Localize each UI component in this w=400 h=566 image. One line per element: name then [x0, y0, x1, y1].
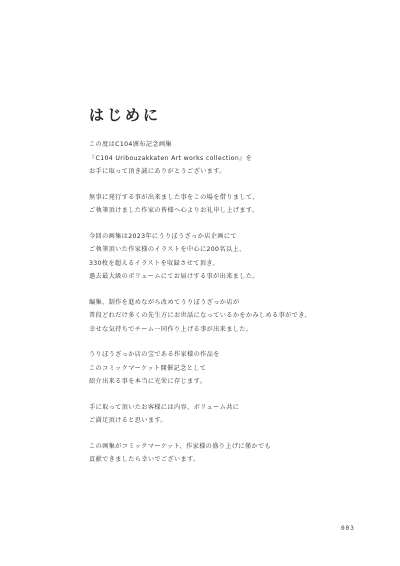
paragraph-1 [89, 138, 329, 179]
paragraph-7 [89, 440, 329, 467]
text-line: 『C104 Uribouzakkaten Art works collection』を [89, 154, 253, 162]
paragraph-4 [89, 296, 329, 337]
text-line: ご執筆頂いた作家様のイラストを中心に200名以上、 [89, 246, 246, 253]
text-line: 普段どれだけ多くの先生方にお世話になっているかをかみしめる事ができ、 [89, 312, 312, 319]
text-line: この度はC104頒布記念画集 [89, 141, 172, 148]
paragraph-5 [89, 348, 329, 389]
text-line: お手に取って頂き誠にありがとうございます。 [89, 168, 226, 175]
text-line: うりぼうざっか店の宝である作家様の作品を [89, 351, 220, 358]
paragraph-6 [89, 401, 329, 428]
text-line: 手に取って頂いたお客様には内容、ボリューム共に [89, 403, 240, 411]
text-line: 今回の画集は2023年にうりぼうざっか店企画にて [89, 232, 237, 240]
text-line: 幸せな気持ちでチーム一同作り上げる事が出来ました。 [89, 325, 253, 333]
text-line: 紹介出来る事を本当に光栄に存じます。 [89, 378, 207, 385]
page-title: はじめに [89, 106, 162, 124]
text-line: 無事に発行する事が出来ました事をこの場を借りまして、 [89, 193, 259, 201]
text-line: この画集がコミックマーケット、作家様の盛り上げに僅かでも [89, 442, 272, 450]
body-text [89, 138, 329, 479]
text-line: 編集、制作を進めながら改めてうりぼうざっか店が [89, 298, 240, 306]
text-line: このコミックマーケット開催記念として [89, 364, 207, 372]
text-line: 過去最大級のボリュームにてお届けする事が出来ました。 [89, 273, 259, 280]
text-line: 貢献できましたら幸いでございます。 [89, 456, 200, 463]
page-number: 003 [341, 525, 355, 532]
text-line: ご執筆頂けました作家の皆様へ心よりお礼申し上げます。 [89, 207, 259, 214]
paragraph-2 [89, 191, 329, 218]
text-line: ご満足頂けると思います。 [89, 417, 167, 424]
text-line: 330枚を超えるイラストを収録させて頂き、 [89, 259, 220, 267]
paragraph-3 [89, 230, 329, 284]
